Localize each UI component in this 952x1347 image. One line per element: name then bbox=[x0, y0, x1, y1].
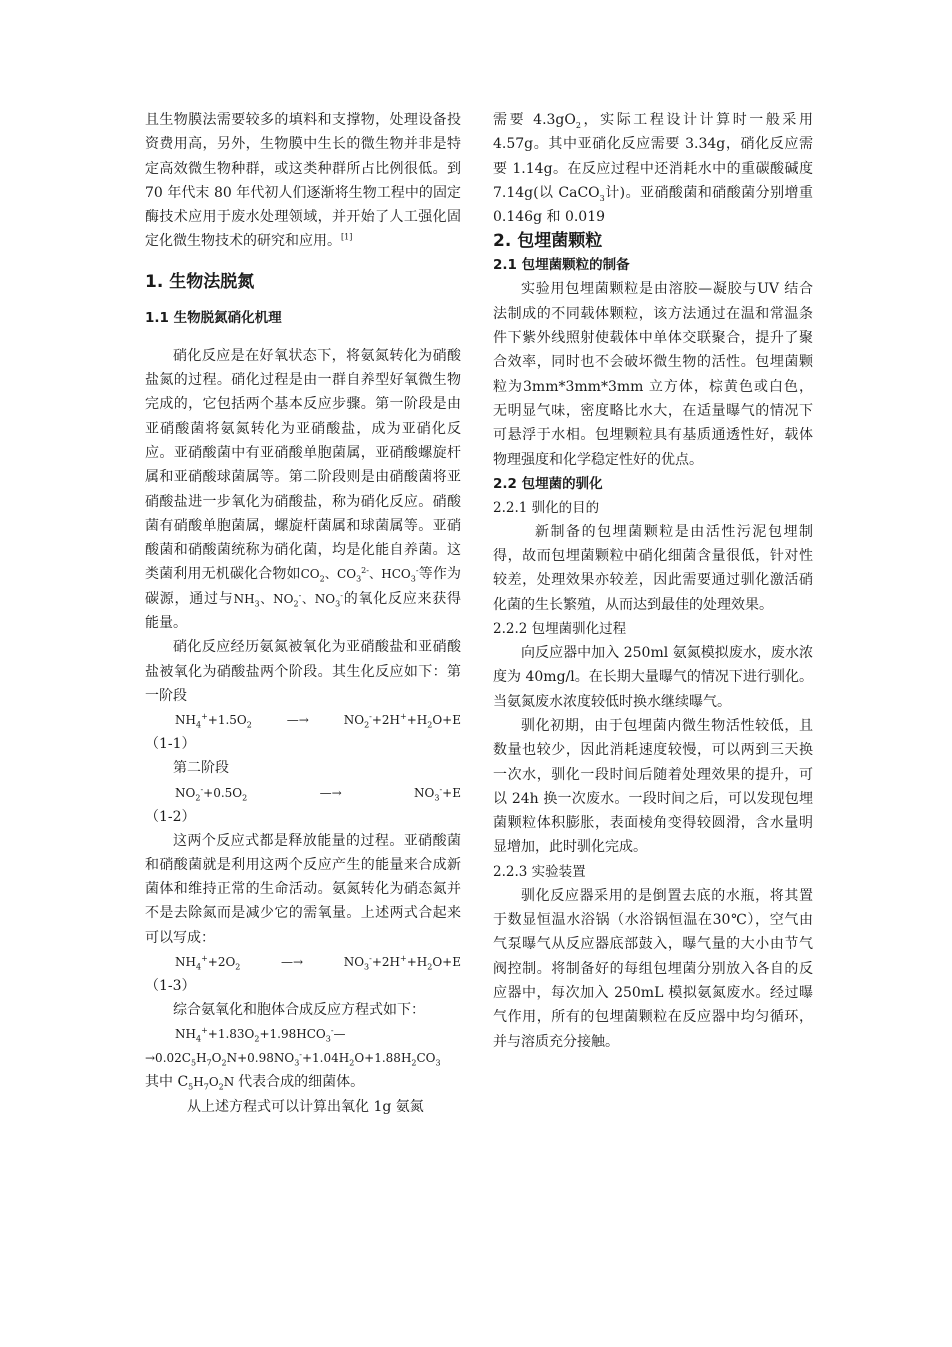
right-column bbox=[493, 108, 813, 1054]
calculation-paragraph: 从上述方程式可以计算出氧化 1g 氨氮 bbox=[187, 1098, 424, 1115]
equation-1-1: $NH_4^++1.5O_2$ —→ $NO_2^-+2H^++H_2O+E$ bbox=[175, 712, 461, 730]
left-column bbox=[145, 108, 461, 1119]
section-2-1-heading: 2.1 包埋菌颗粒的制备 bbox=[493, 257, 630, 274]
stage-2-label: 第二阶段 bbox=[173, 760, 229, 777]
equation-1-3: $NH_4^++2O_2$ —→ $NO_3^-+2H^++H_2O+E$ bbox=[175, 954, 461, 972]
citation-ref: [1] bbox=[341, 232, 353, 242]
equation-1-2-number: （1-2） bbox=[145, 808, 196, 825]
nitrification-paragraph: 硝化反应是在好氧状态下，将氨氮转化为硝酸盐氮的过程。硝化过程是由一群自养型好氧微生物完成的，它包括两个基本反应步骤。第一阶段是由亚硝酸菌将氨氮转化为亚硝酸盐，成为亚硝化反应。亚硝酸菌中有亚硝酸单胞菌属，亚硝酸螺旋杆属和亚硝酸球菌属等。第二阶段则是由硝酸菌将亚硝酸盐进一步氧化为硝酸盐，称为硝化反应。硝酸菌有硝酸单胞菌属，螺旋杆菌属和球菌属等。亚硝酸菌和硝酸菌统称为硝化菌，均是化能自养菌。这类菌利用无机碳化合物如$CO_2$、$CO_3^{2-}$、$HCO_3^-$等作为碳源，通过与$NH_3$、$NO_2^-$、$NO_3^-$的氧化反应来获得能量。 bbox=[145, 347, 462, 632]
cell-formula-note: 其中 $C_5H_7O_2N$ 代表合成的细菌体。 bbox=[145, 1074, 365, 1092]
section-2-heading: 2. 包埋菌颗粒 bbox=[493, 231, 603, 252]
equation-1-3-number: （1-3） bbox=[145, 978, 196, 995]
section-2-2-3-heading: 2.2.3 实验装置 bbox=[493, 863, 586, 880]
combined-equation-intro: 综合氨氧化和胞体合成反应方程式如下： bbox=[173, 1002, 425, 1019]
equation-1-1-number: （1-1） bbox=[145, 736, 196, 753]
preparation-paragraph: 实验用包埋菌颗粒是由溶胶—凝胶与UV 结合法制成的不同载体颗粒，该方法通过在温和常温条件下紫外线照射使载体中单体交联聚合，提升了聚合效率，同时也不会破坏微生物的活性。包埋菌颗粒为3mm*3mm*3mm 立方体，棕黄色或白色，无明显气味，密度略比水大，在适量曝气的情况下可悬浮于水相。包埋颗粒具有基质通透性好，载体物理强度和化学稳定性好的优点。 bbox=[493, 281, 813, 468]
purpose-paragraph: 新制备的包埋菌颗粒是由活性污泥包埋制得，故而包埋菌颗粒中硝化细菌含量很低，针对性较差，处理效果亦较差，因此需要通过驯化激活硝化菌的生长繁殖，从而达到最佳的处理效果。 bbox=[493, 523, 813, 613]
section-2-2-1-heading: 2.2.1 驯化的目的 bbox=[493, 499, 600, 516]
section-1-1-heading: 1.1 生物脱氮硝化机理 bbox=[145, 309, 282, 326]
section-1-heading: 1. 生物法脱氮 bbox=[145, 271, 255, 292]
section-2-2-heading: 2.2 包埋菌的驯化 bbox=[493, 475, 603, 492]
process-paragraph-1: 向反应器中加入 250ml 氨氮模拟废水，废水浓度为 40mg/l。在长期大量曝气的情况下进行驯化。当氨氮废水浓度较低时换水继续曝气。 bbox=[493, 645, 813, 710]
energy-paragraph: 这两个反应式都是释放能量的过程。亚硝酸菌和硝酸菌就是利用这两个反应产生的能量来合成新菌体和维持正常的生命活动。氨氮转化为硝态氮并不是去除氮而是减少它的需氧量。上述两式合起来可以写成： bbox=[145, 832, 461, 946]
process-paragraph-2: 驯化初期，由于包埋菌内微生物活性较低，且数量也较少，因此消耗速度较慢，可以两到三天换一次水，驯化一段时间后随着处理效果的提升，可以 24h 换一次废水。一段时间之后，可以发现包埋菌颗粒体积膨胀，表面棱角变得较圆滑，含水量明显增加，此时驯化完成。 bbox=[493, 717, 813, 856]
continued-paragraph: 需要 $4.3gO_2$，实际工程设计计算时一般采用 4.57g。其中亚硝化反应需要 3.34g，硝化反应需要 1.14g。在反应过程中还消耗水中的重碳酸碱度 7.14g(以 CaCO$_3$计)。亚硝酸菌和硝酸菌分别增重 0.146g 和 0.019 bbox=[493, 112, 813, 226]
equation-1-2: $NO_2^-+0.5O_2$ —→ $NO_3^-+E$ bbox=[175, 784, 461, 802]
section-2-2-2-heading: 2.2.2 包埋菌驯化过程 bbox=[493, 621, 627, 638]
combined-equation: $NH_4^++1.83O_2+1.98HCO_3^-—\to 0.02C_5H_7O_2N+0.98NO_3^-+1.04H_2O+1.88H_2CO_3$ bbox=[145, 1026, 441, 1068]
intro-paragraph: 且生物膜法需要较多的填料和支撑物，处理设备投资费用高，另外，生物膜中生长的微生物并非是特定高效微生物种群，或这类种群所占比例很低。到 70 年代末 80 年代初人们逐渐将生物工程中的固定酶技术应用于废水处理领域，并开始了人工强化固定化微生物技术的研究和应用。[1] bbox=[145, 112, 461, 250]
nitrification-stages-paragraph: 硝化反应经历氨氮被氧化为亚硝酸盐和亚硝酸盐被氧化为硝酸盐两个阶段。其生化反应如下：第一阶段 bbox=[145, 639, 461, 704]
setup-paragraph: 驯化反应器采用的是倒置去底的水瓶，将其置于数显恒温水浴锅（水浴锅恒温在30℃），空气由气泵曝气从反应器底部鼓入，曝气量的大小由节气阀控制。将制备好的每组包埋菌分别放入各自的反应器中，每次加入 250mL 模拟氨氮废水。经过曝气作用，所有的包埋菌颗粒在反应器中均匀循环，并与溶质充分接触。 bbox=[493, 887, 813, 1050]
